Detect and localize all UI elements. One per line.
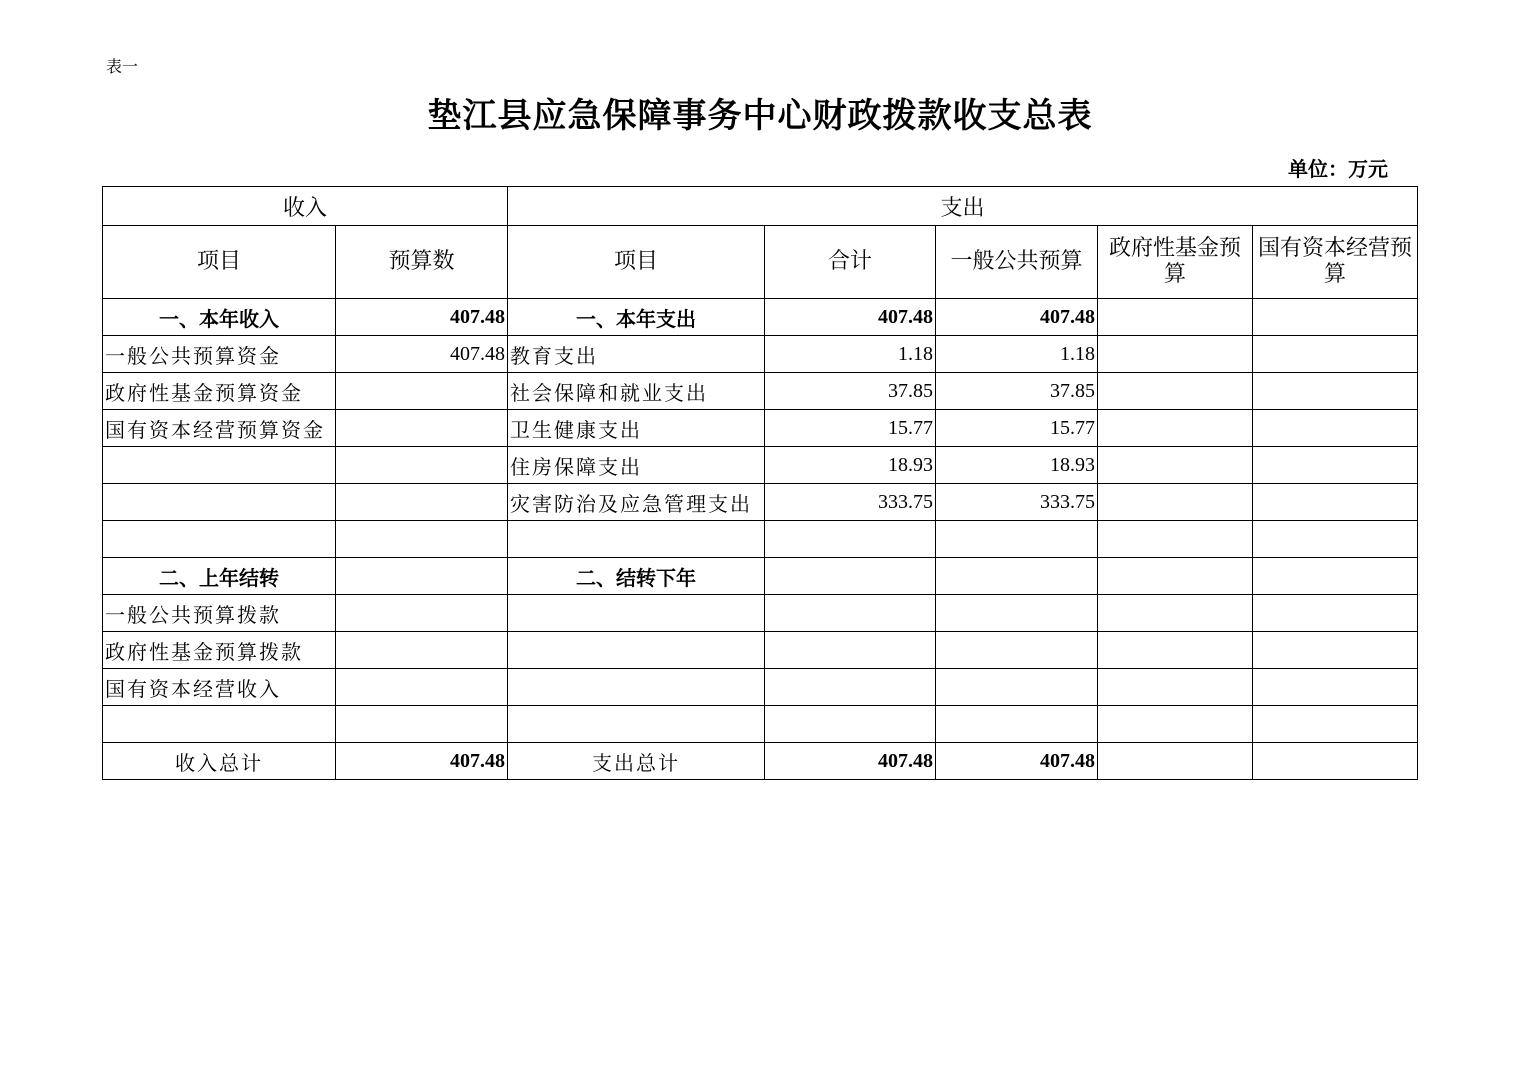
cell-expense-item — [508, 706, 765, 743]
cell-general-public-budget — [936, 595, 1098, 632]
cell-expense-item: 一、本年支出 — [508, 299, 765, 336]
col-header-gov-fund-budget: 政府性基金预算 — [1098, 226, 1253, 299]
cell-total: 333.75 — [765, 484, 936, 521]
cell-general-public-budget: 407.48 — [936, 743, 1098, 780]
page-title: 垫江县应急保障事务中心财政拨款收支总表 — [427, 96, 1093, 136]
cell-income-item — [103, 706, 336, 743]
table-row — [103, 669, 1418, 706]
cell-income-item: 二、上年结转 — [103, 558, 336, 595]
cell-expense-item: 卫生健康支出 — [508, 410, 765, 447]
cell-total: 18.93 — [765, 447, 936, 484]
col-header-expense-item: 项目 — [508, 226, 765, 299]
cell-income-budget — [336, 521, 508, 558]
cell-total — [765, 521, 936, 558]
cell-total: 407.48 — [765, 299, 936, 336]
table-row — [103, 595, 1418, 632]
cell-gov-fund-budget — [1098, 299, 1253, 336]
cell-state-capital-budget — [1253, 410, 1418, 447]
cell-income-item: 一般公共预算拨款 — [103, 595, 336, 632]
cell-income-budget — [336, 410, 508, 447]
cell-gov-fund-budget — [1098, 521, 1253, 558]
cell-gov-fund-budget — [1098, 336, 1253, 373]
cell-income-item — [103, 521, 336, 558]
cell-income-budget — [336, 632, 508, 669]
cell-expense-item: 教育支出 — [508, 336, 765, 373]
cell-income-budget: 407.48 — [336, 743, 508, 780]
cell-general-public-budget — [936, 669, 1098, 706]
cell-general-public-budget — [936, 558, 1098, 595]
cell-state-capital-budget — [1253, 743, 1418, 780]
table-row — [103, 299, 1418, 336]
cell-gov-fund-budget — [1098, 484, 1253, 521]
table-row — [103, 447, 1418, 484]
cell-state-capital-budget — [1253, 521, 1418, 558]
cell-gov-fund-budget — [1098, 410, 1253, 447]
table-row — [103, 632, 1418, 669]
table-row — [103, 410, 1418, 447]
income-expense-table — [102, 186, 1418, 780]
cell-general-public-budget: 18.93 — [936, 447, 1098, 484]
unit-label: 单位：万元 — [1288, 157, 1388, 181]
cell-total: 407.48 — [765, 743, 936, 780]
cell-total: 1.18 — [765, 336, 936, 373]
cell-income-item — [103, 447, 336, 484]
cell-general-public-budget — [936, 521, 1098, 558]
cell-general-public-budget — [936, 706, 1098, 743]
cell-income-item: 政府性基金预算拨款 — [103, 632, 336, 669]
table-row — [103, 706, 1418, 743]
cell-income-item: 一、本年收入 — [103, 299, 336, 336]
cell-income-item: 国有资本经营预算资金 — [103, 410, 336, 447]
cell-state-capital-budget — [1253, 484, 1418, 521]
cell-total: 37.85 — [765, 373, 936, 410]
cell-state-capital-budget — [1253, 336, 1418, 373]
cell-state-capital-budget — [1253, 447, 1418, 484]
cell-gov-fund-budget — [1098, 632, 1253, 669]
cell-expense-item: 社会保障和就业支出 — [508, 373, 765, 410]
cell-gov-fund-budget — [1098, 743, 1253, 780]
cell-income-budget: 407.48 — [336, 299, 508, 336]
table-row — [103, 484, 1418, 521]
section-header-row — [103, 187, 1418, 226]
cell-income-budget — [336, 558, 508, 595]
cell-general-public-budget: 37.85 — [936, 373, 1098, 410]
cell-gov-fund-budget — [1098, 595, 1253, 632]
cell-expense-item — [508, 521, 765, 558]
cell-state-capital-budget — [1253, 632, 1418, 669]
cell-income-budget — [336, 595, 508, 632]
col-header-total: 合计 — [765, 226, 936, 299]
cell-income-budget — [336, 706, 508, 743]
cell-general-public-budget: 1.18 — [936, 336, 1098, 373]
income-section-header: 收入 — [103, 187, 508, 226]
cell-income-budget — [336, 447, 508, 484]
cell-gov-fund-budget — [1098, 669, 1253, 706]
cell-gov-fund-budget — [1098, 558, 1253, 595]
cell-general-public-budget: 333.75 — [936, 484, 1098, 521]
table-row — [103, 558, 1418, 595]
cell-income-budget — [336, 484, 508, 521]
cell-general-public-budget: 15.77 — [936, 410, 1098, 447]
cell-state-capital-budget — [1253, 669, 1418, 706]
cell-income-budget: 407.48 — [336, 336, 508, 373]
cell-state-capital-budget — [1253, 373, 1418, 410]
cell-income-item — [103, 484, 336, 521]
cell-income-budget — [336, 373, 508, 410]
cell-total — [765, 595, 936, 632]
cell-total — [765, 669, 936, 706]
cell-expense-item — [508, 669, 765, 706]
cell-gov-fund-budget — [1098, 373, 1253, 410]
expense-section-header: 支出 — [508, 187, 1418, 226]
column-header-row — [103, 226, 1418, 299]
cell-total — [765, 558, 936, 595]
cell-state-capital-budget — [1253, 706, 1418, 743]
cell-general-public-budget — [936, 632, 1098, 669]
cell-gov-fund-budget — [1098, 447, 1253, 484]
cell-gov-fund-budget — [1098, 706, 1253, 743]
table-row — [103, 743, 1418, 780]
cell-expense-item: 灾害防治及应急管理支出 — [508, 484, 765, 521]
cell-general-public-budget: 407.48 — [936, 299, 1098, 336]
col-header-income-item: 项目 — [103, 226, 336, 299]
cell-expense-item: 二、结转下年 — [508, 558, 765, 595]
cell-state-capital-budget — [1253, 595, 1418, 632]
table-body — [103, 299, 1418, 780]
cell-expense-item — [508, 595, 765, 632]
cell-income-budget — [336, 669, 508, 706]
cell-expense-item: 支出总计 — [508, 743, 765, 780]
cell-total: 15.77 — [765, 410, 936, 447]
table-row — [103, 373, 1418, 410]
col-header-state-capital-budget: 国有资本经营预算 — [1253, 226, 1418, 299]
cell-income-item: 国有资本经营收入 — [103, 669, 336, 706]
cell-expense-item: 住房保障支出 — [508, 447, 765, 484]
col-header-income-budget: 预算数 — [336, 226, 508, 299]
cell-income-item: 政府性基金预算资金 — [103, 373, 336, 410]
table-row — [103, 336, 1418, 373]
cell-total — [765, 632, 936, 669]
table-row — [103, 521, 1418, 558]
cell-total — [765, 706, 936, 743]
col-header-general-public-budget: 一般公共预算 — [936, 226, 1098, 299]
cell-state-capital-budget — [1253, 558, 1418, 595]
cell-income-item: 收入总计 — [103, 743, 336, 780]
sheet-label: 表一 — [106, 57, 139, 76]
cell-expense-item — [508, 632, 765, 669]
cell-income-item: 一般公共预算资金 — [103, 336, 336, 373]
cell-state-capital-budget — [1253, 299, 1418, 336]
